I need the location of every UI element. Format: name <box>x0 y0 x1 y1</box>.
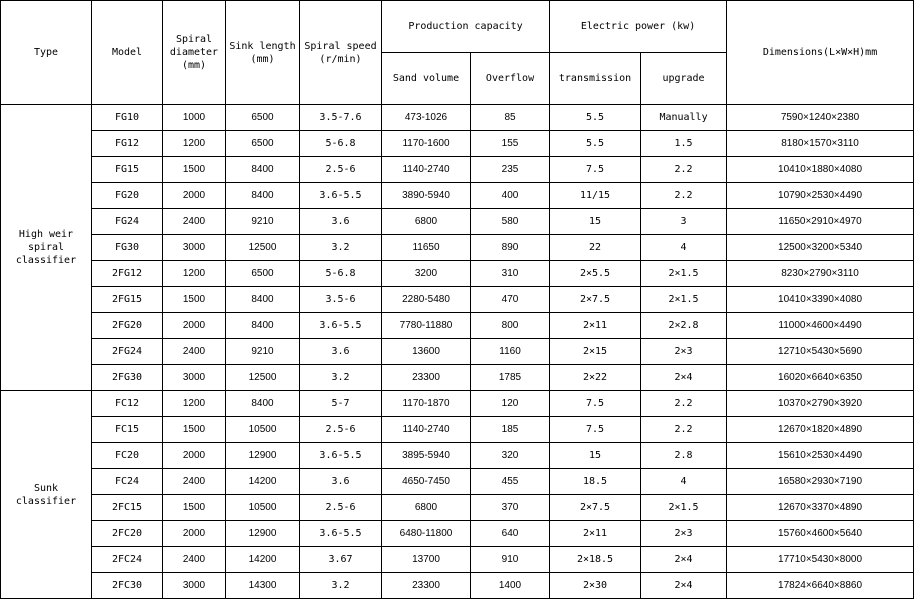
header-transmission: transmission <box>550 53 641 105</box>
overflow-cell: 640 <box>471 521 550 547</box>
table-row <box>1 235 914 261</box>
table-row <box>1 443 914 469</box>
spiral-diameter-cell: 2000 <box>163 313 226 339</box>
table-row <box>1 573 914 599</box>
overflow-cell: 85 <box>471 105 550 131</box>
transmission-cell: 2×22 <box>550 365 641 391</box>
table-row <box>1 313 914 339</box>
overflow-cell: 235 <box>471 157 550 183</box>
transmission-cell: 15 <box>550 209 641 235</box>
sink-length-cell: 6500 <box>226 105 300 131</box>
table-row <box>1 157 914 183</box>
table-row <box>1 183 914 209</box>
sink-length-cell: 14300 <box>226 573 300 599</box>
spiral-diameter-cell: 2400 <box>163 339 226 365</box>
dimensions-cell: 10370×2790×3920 <box>727 391 914 417</box>
table-row <box>1 105 914 131</box>
sand-volume-cell: 6800 <box>382 495 471 521</box>
sand-volume-cell: 4650-7450 <box>382 469 471 495</box>
table-row <box>1 391 914 417</box>
model-cell: FG12 <box>92 131 163 157</box>
table-row <box>1 287 914 313</box>
sand-volume-cell: 1140-2740 <box>382 417 471 443</box>
table-row <box>1 339 914 365</box>
sand-volume-cell: 3890-5940 <box>382 183 471 209</box>
spiral-speed-cell: 5-7 <box>300 391 382 417</box>
overflow-cell: 455 <box>471 469 550 495</box>
spiral-diameter-cell: 2000 <box>163 183 226 209</box>
model-cell: 2FC24 <box>92 547 163 573</box>
type-cell: High weir spiral classifier <box>1 105 92 391</box>
model-cell: 2FC20 <box>92 521 163 547</box>
spiral-speed-cell: 3.6 <box>300 469 382 495</box>
model-cell: FG20 <box>92 183 163 209</box>
header-spiral-speed: Spiral speed (r/min) <box>300 1 382 105</box>
model-cell: FG15 <box>92 157 163 183</box>
sand-volume-cell: 473-1026 <box>382 105 471 131</box>
dimensions-cell: 12670×3370×4890 <box>727 495 914 521</box>
spiral-speed-cell: 5-6.8 <box>300 131 382 157</box>
header-upgrade: upgrade <box>641 53 727 105</box>
sink-length-cell: 12900 <box>226 443 300 469</box>
header-spiral-diameter: Spiral diameter (mm) <box>163 1 226 105</box>
overflow-cell: 120 <box>471 391 550 417</box>
spiral-diameter-cell: 2000 <box>163 443 226 469</box>
upgrade-cell: 2×4 <box>641 573 727 599</box>
transmission-cell: 2×11 <box>550 313 641 339</box>
model-cell: 2FG20 <box>92 313 163 339</box>
table-row <box>1 547 914 573</box>
model-cell: 2FG15 <box>92 287 163 313</box>
dimensions-cell: 12710×5430×5690 <box>727 339 914 365</box>
spiral-diameter-cell: 2400 <box>163 209 226 235</box>
sand-volume-cell: 13600 <box>382 339 471 365</box>
spiral-speed-cell: 3.67 <box>300 547 382 573</box>
dimensions-cell: 7590×1240×2380 <box>727 105 914 131</box>
sink-length-cell: 6500 <box>226 131 300 157</box>
sink-length-cell: 6500 <box>226 261 300 287</box>
transmission-cell: 2×5.5 <box>550 261 641 287</box>
transmission-cell: 15 <box>550 443 641 469</box>
upgrade-cell: 2.8 <box>641 443 727 469</box>
table-row <box>1 469 914 495</box>
model-cell: FC12 <box>92 391 163 417</box>
sink-length-cell: 14200 <box>226 547 300 573</box>
model-cell: 2FG12 <box>92 261 163 287</box>
model-cell: 2FG30 <box>92 365 163 391</box>
sink-length-cell: 9210 <box>226 339 300 365</box>
sink-length-cell: 8400 <box>226 313 300 339</box>
model-cell: FC24 <box>92 469 163 495</box>
dimensions-cell: 10790×2530×4490 <box>727 183 914 209</box>
spiral-speed-cell: 3.5-6 <box>300 287 382 313</box>
spiral-speed-cell: 3.5-7.6 <box>300 105 382 131</box>
transmission-cell: 2×15 <box>550 339 641 365</box>
table-row <box>1 365 914 391</box>
dimensions-cell: 8180×1570×3110 <box>727 131 914 157</box>
model-cell: 2FC30 <box>92 573 163 599</box>
sink-length-cell: 8400 <box>226 183 300 209</box>
dimensions-cell: 10410×3390×4080 <box>727 287 914 313</box>
sink-length-cell: 12500 <box>226 235 300 261</box>
table-row <box>1 261 914 287</box>
upgrade-cell: 2×3 <box>641 521 727 547</box>
upgrade-cell: 2.2 <box>641 157 727 183</box>
upgrade-cell: 2.2 <box>641 391 727 417</box>
spiral-speed-cell: 3.6-5.5 <box>300 443 382 469</box>
spiral-speed-cell: 3.6-5.5 <box>300 183 382 209</box>
sand-volume-cell: 3895-5940 <box>382 443 471 469</box>
transmission-cell: 2×7.5 <box>550 287 641 313</box>
spiral-speed-cell: 3.6-5.5 <box>300 521 382 547</box>
transmission-cell: 7.5 <box>550 417 641 443</box>
upgrade-cell: 2×3 <box>641 339 727 365</box>
spiral-diameter-cell: 1500 <box>163 495 226 521</box>
spiral-speed-cell: 3.2 <box>300 235 382 261</box>
spiral-diameter-cell: 3000 <box>163 365 226 391</box>
header-dimensions: Dimensions(L×W×H)mm <box>727 1 914 105</box>
overflow-cell: 155 <box>471 131 550 157</box>
overflow-cell: 910 <box>471 547 550 573</box>
upgrade-cell: 1.5 <box>641 131 727 157</box>
table-row <box>1 131 914 157</box>
header-sink-length: Sink length (mm) <box>226 1 300 105</box>
upgrade-cell: 4 <box>641 235 727 261</box>
spiral-speed-cell: 3.6 <box>300 339 382 365</box>
sink-length-cell: 12500 <box>226 365 300 391</box>
header-production-capacity: Production capacity <box>382 1 550 53</box>
dimensions-cell: 16020×6640×6350 <box>727 365 914 391</box>
sink-length-cell: 8400 <box>226 157 300 183</box>
dimensions-cell: 17824×6640×8860 <box>727 573 914 599</box>
spiral-diameter-cell: 3000 <box>163 573 226 599</box>
header-type: Type <box>1 1 92 105</box>
overflow-cell: 800 <box>471 313 550 339</box>
sand-volume-cell: 7780-11880 <box>382 313 471 339</box>
sand-volume-cell: 1170-1600 <box>382 131 471 157</box>
overflow-cell: 890 <box>471 235 550 261</box>
spiral-diameter-cell: 1500 <box>163 417 226 443</box>
spiral-diameter-cell: 1200 <box>163 131 226 157</box>
sink-length-cell: 9210 <box>226 209 300 235</box>
sand-volume-cell: 1170-1870 <box>382 391 471 417</box>
spiral-diameter-cell: 2000 <box>163 521 226 547</box>
dimensions-cell: 11000×4600×4490 <box>727 313 914 339</box>
sand-volume-cell: 3200 <box>382 261 471 287</box>
spiral-diameter-cell: 2400 <box>163 547 226 573</box>
transmission-cell: 7.5 <box>550 157 641 183</box>
sand-volume-cell: 6480-11800 <box>382 521 471 547</box>
spiral-diameter-cell: 1200 <box>163 391 226 417</box>
model-cell: 2FC15 <box>92 495 163 521</box>
sink-length-cell: 10500 <box>226 417 300 443</box>
sand-volume-cell: 2280-5480 <box>382 287 471 313</box>
spiral-speed-cell: 3.6 <box>300 209 382 235</box>
sand-volume-cell: 13700 <box>382 547 471 573</box>
dimensions-cell: 12670×1820×4890 <box>727 417 914 443</box>
spiral-diameter-cell: 1500 <box>163 287 226 313</box>
spiral-speed-cell: 2.5-6 <box>300 417 382 443</box>
dimensions-cell: 12500×3200×5340 <box>727 235 914 261</box>
overflow-cell: 400 <box>471 183 550 209</box>
header-sand-volume: Sand volume <box>382 53 471 105</box>
dimensions-cell: 16580×2930×7190 <box>727 469 914 495</box>
upgrade-cell: 2×1.5 <box>641 287 727 313</box>
upgrade-cell: 2×2.8 <box>641 313 727 339</box>
upgrade-cell: 4 <box>641 469 727 495</box>
upgrade-cell: 3 <box>641 209 727 235</box>
sand-volume-cell: 6800 <box>382 209 471 235</box>
dimensions-cell: 15760×4600×5640 <box>727 521 914 547</box>
spiral-diameter-cell: 1200 <box>163 261 226 287</box>
model-cell: FC20 <box>92 443 163 469</box>
transmission-cell: 2×11 <box>550 521 641 547</box>
upgrade-cell: 2.2 <box>641 417 727 443</box>
transmission-cell: 11/15 <box>550 183 641 209</box>
upgrade-cell: 2×4 <box>641 365 727 391</box>
dimensions-cell: 8230×2790×3110 <box>727 261 914 287</box>
table-row <box>1 521 914 547</box>
dimensions-cell: 10410×1880×4080 <box>727 157 914 183</box>
overflow-cell: 185 <box>471 417 550 443</box>
spiral-diameter-cell: 1000 <box>163 105 226 131</box>
spiral-speed-cell: 2.5-6 <box>300 157 382 183</box>
upgrade-cell: 2.2 <box>641 183 727 209</box>
sink-length-cell: 14200 <box>226 469 300 495</box>
model-cell: FC15 <box>92 417 163 443</box>
upgrade-cell: 2×4 <box>641 547 727 573</box>
spiral-speed-cell: 3.2 <box>300 573 382 599</box>
overflow-cell: 580 <box>471 209 550 235</box>
transmission-cell: 5.5 <box>550 105 641 131</box>
transmission-cell: 2×18.5 <box>550 547 641 573</box>
overflow-cell: 470 <box>471 287 550 313</box>
sink-length-cell: 10500 <box>226 495 300 521</box>
table-body <box>1 105 914 599</box>
transmission-cell: 2×7.5 <box>550 495 641 521</box>
table-row <box>1 209 914 235</box>
spiral-speed-cell: 2.5-6 <box>300 495 382 521</box>
transmission-cell: 2×30 <box>550 573 641 599</box>
sink-length-cell: 8400 <box>226 287 300 313</box>
spiral-diameter-cell: 1500 <box>163 157 226 183</box>
sand-volume-cell: 1140-2740 <box>382 157 471 183</box>
table-row <box>1 495 914 521</box>
overflow-cell: 310 <box>471 261 550 287</box>
model-cell: FG10 <box>92 105 163 131</box>
spiral-speed-cell: 5-6.8 <box>300 261 382 287</box>
header-electric-power: Electric power (kw) <box>550 1 727 53</box>
sink-length-cell: 8400 <box>226 391 300 417</box>
header-overflow: Overflow <box>471 53 550 105</box>
spiral-speed-cell: 3.6-5.5 <box>300 313 382 339</box>
spiral-diameter-cell: 3000 <box>163 235 226 261</box>
upgrade-cell: Manually <box>641 105 727 131</box>
model-cell: FG24 <box>92 209 163 235</box>
model-cell: 2FG24 <box>92 339 163 365</box>
sand-volume-cell: 11650 <box>382 235 471 261</box>
overflow-cell: 1400 <box>471 573 550 599</box>
overflow-cell: 320 <box>471 443 550 469</box>
dimensions-cell: 11650×2910×4970 <box>727 209 914 235</box>
transmission-cell: 18.5 <box>550 469 641 495</box>
header-model: Model <box>92 1 163 105</box>
dimensions-cell: 15610×2530×4490 <box>727 443 914 469</box>
transmission-cell: 5.5 <box>550 131 641 157</box>
type-cell: Sunk classifier <box>1 391 92 599</box>
upgrade-cell: 2×1.5 <box>641 261 727 287</box>
table-row <box>1 417 914 443</box>
overflow-cell: 370 <box>471 495 550 521</box>
spiral-diameter-cell: 2400 <box>163 469 226 495</box>
upgrade-cell: 2×1.5 <box>641 495 727 521</box>
model-cell: FG30 <box>92 235 163 261</box>
dimensions-cell: 17710×5430×8000 <box>727 547 914 573</box>
sand-volume-cell: 23300 <box>382 573 471 599</box>
overflow-cell: 1785 <box>471 365 550 391</box>
spiral-speed-cell: 3.2 <box>300 365 382 391</box>
transmission-cell: 7.5 <box>550 391 641 417</box>
overflow-cell: 1160 <box>471 339 550 365</box>
sand-volume-cell: 23300 <box>382 365 471 391</box>
sink-length-cell: 12900 <box>226 521 300 547</box>
transmission-cell: 22 <box>550 235 641 261</box>
